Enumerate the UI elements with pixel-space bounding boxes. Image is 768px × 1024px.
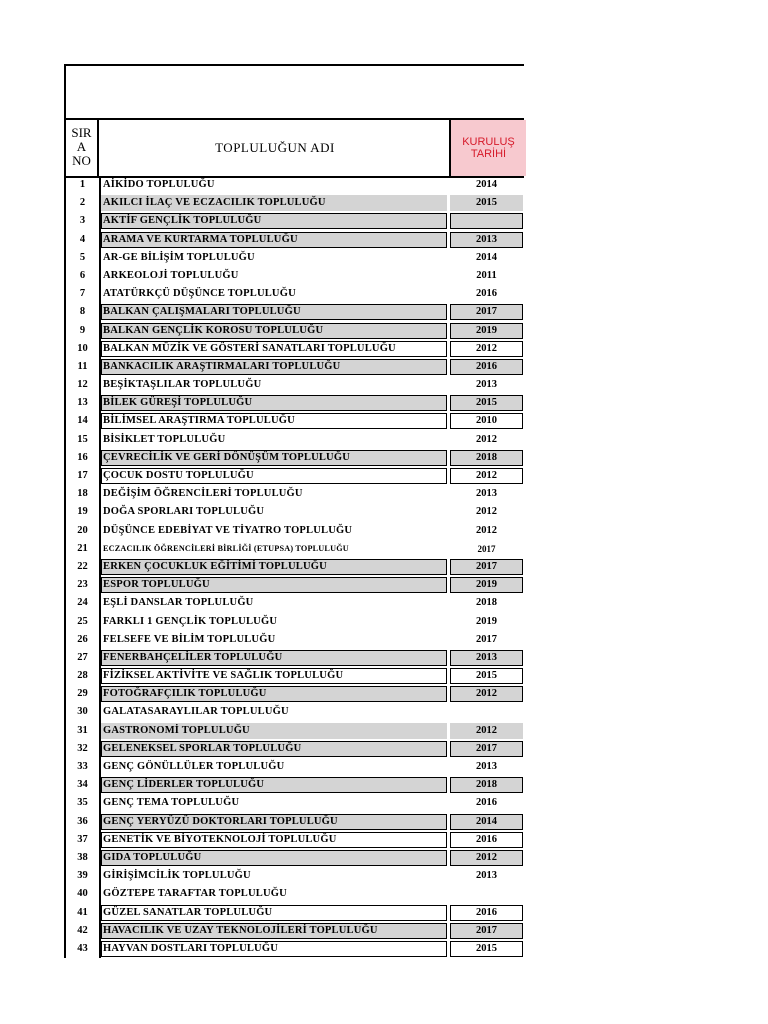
founding-year-cell[interactable]: 2015 — [450, 668, 523, 684]
community-name-cell[interactable]: BALKAN MÜZİK VE GÖSTERİ SANATLARI TOPLULUĞU — [101, 341, 447, 357]
founding-year-cell[interactable]: 2018 — [476, 597, 497, 609]
table-row — [66, 249, 524, 267]
founding-year-cell[interactable]: 2016 — [476, 797, 497, 809]
community-name-cell[interactable]: GENÇ YERYÜZÜ DOKTORLARI TOPLULUĞU — [101, 814, 447, 830]
community-name-cell[interactable]: ESPOR TOPLULUĞU — [101, 577, 447, 593]
table-row — [66, 485, 524, 503]
table-row — [66, 231, 524, 249]
founding-year-cell[interactable]: 2015 — [450, 941, 523, 957]
table-row — [66, 340, 524, 358]
community-name-cell[interactable]: AR-GE BİLİŞİM TOPLULUĞU — [103, 251, 255, 263]
community-name-cell[interactable]: EŞLİ DANSLAR TOPLULUĞU — [103, 597, 254, 609]
founding-year-cell[interactable]: 2012 — [450, 686, 523, 702]
row-number-cell[interactable]: 19 — [66, 503, 101, 521]
community-name-cell[interactable]: GIDA TOPLULUĞU — [101, 850, 447, 866]
table-row — [66, 540, 524, 558]
row-number-cell[interactable]: 20 — [66, 522, 101, 540]
row-number-cell[interactable]: 23 — [66, 576, 101, 594]
header-founding-date-line: TARİHİ — [470, 148, 507, 160]
founding-year-cell[interactable]: 2016 — [476, 288, 497, 300]
founding-year-cell[interactable]: 2019 — [476, 615, 497, 627]
community-name-cell[interactable]: FİZİKSEL AKTİVİTE VE SAĞLIK TOPLULUĞU — [101, 668, 447, 684]
community-name-cell[interactable]: ARAMA VE KURTARMA TOPLULUĞU — [101, 232, 447, 248]
community-name-cell[interactable]: BİSİKLET TOPLULUĞU — [103, 433, 226, 445]
founding-year-cell[interactable]: 2016 — [450, 359, 523, 375]
community-name-cell[interactable]: AKILCI İLAÇ VE ECZACILIK TOPLULUĞU — [101, 195, 447, 211]
row-number-cell[interactable]: 26 — [66, 631, 101, 649]
row-number-cell[interactable]: 27 — [66, 649, 101, 667]
founding-year-cell[interactable]: 2014 — [450, 814, 523, 830]
table-row — [66, 922, 524, 940]
row-number-cell[interactable]: 18 — [66, 485, 101, 503]
founding-year-cell[interactable]: 2017 — [450, 304, 523, 320]
row-number-cell[interactable]: 5 — [66, 249, 101, 267]
table-row — [66, 176, 524, 194]
community-name-cell[interactable]: ATATÜRKÇÜ DÜŞÜNCE TOPLULUĞU — [103, 288, 296, 300]
community-name-cell[interactable]: HAVACILIK VE UZAY TEKNOLOJİLERİ TOPLULUĞU — [101, 923, 447, 939]
community-name-cell[interactable]: DOĞA SPORLARI TOPLULUĞU — [103, 506, 265, 518]
community-name-cell[interactable]: ÇEVRECİLİK VE GERİ DÖNÜŞÜM TOPLULUĞU — [101, 450, 447, 466]
founding-year-cell[interactable]: 2011 — [476, 269, 497, 281]
founding-year-cell[interactable]: 2013 — [450, 232, 523, 248]
spreadsheet — [64, 64, 524, 958]
title-cell[interactable] — [66, 66, 524, 120]
founding-year-cell[interactable]: 2013 — [450, 650, 523, 666]
row-number-cell[interactable]: 30 — [66, 703, 101, 721]
header-row-number-line: SIR — [71, 125, 92, 140]
row-number-cell[interactable]: 29 — [66, 685, 101, 703]
table-row — [66, 904, 524, 922]
community-name-cell[interactable]: FOTOĞRAFÇILIK TOPLULUĞU — [101, 686, 447, 702]
founding-year-cell[interactable]: 2017 — [477, 543, 496, 554]
table-row — [66, 322, 524, 340]
founding-year-cell[interactable]: 2012 — [476, 524, 497, 536]
table-row — [66, 685, 524, 703]
table-row — [66, 394, 524, 412]
table-row — [66, 467, 524, 485]
founding-year-cell[interactable]: 2019 — [450, 577, 523, 593]
founding-year-cell[interactable]: 2017 — [476, 633, 497, 645]
community-name-cell[interactable]: GENÇ LİDERLER TOPLULUĞU — [101, 777, 447, 793]
founding-year-cell[interactable]: 2012 — [450, 723, 523, 739]
table-row — [66, 503, 524, 521]
header-community-name: TOPLULUĞUN ADI — [215, 140, 335, 155]
community-name-cell[interactable]: BİLİMSEL ARAŞTIRMA TOPLULUĞU — [101, 413, 447, 429]
table-row — [66, 376, 524, 394]
row-number-cell[interactable]: 42 — [66, 922, 101, 940]
community-name-cell[interactable]: ÇOCUK DOSTU TOPLULUĞU — [101, 468, 447, 484]
table-row — [66, 758, 524, 776]
table-row — [66, 776, 524, 794]
founding-year-cell[interactable]: 2013 — [476, 488, 497, 500]
table-row — [66, 794, 524, 812]
community-name-cell[interactable]: BANKACILIK ARAŞTIRMALARI TOPLULUĞU — [101, 359, 447, 375]
founding-year-cell[interactable] — [450, 704, 523, 720]
row-number-cell[interactable]: 34 — [66, 776, 101, 794]
founding-year-cell[interactable]: 2017 — [450, 741, 523, 757]
table-row — [66, 831, 524, 849]
row-number-cell[interactable]: 15 — [66, 431, 101, 449]
founding-year-cell[interactable]: 2015 — [450, 195, 523, 211]
founding-year-cell[interactable]: 2012 — [476, 506, 497, 518]
row-number-cell[interactable]: 22 — [66, 558, 101, 576]
community-name-cell[interactable]: ECZACILIK ÖĞRENCİLERİ BİRLİĞİ (ETUPSA) TOPLULUĞU — [103, 543, 349, 553]
header-row-number — [66, 120, 99, 176]
community-name-cell[interactable]: GENÇ GÖNÜLLÜLER TOPLULUĞU — [103, 761, 285, 772]
table-row — [66, 522, 524, 540]
row-number-cell[interactable]: 33 — [66, 758, 101, 776]
row-number-cell[interactable]: 2 — [66, 194, 101, 212]
row-number-cell[interactable]: 8 — [66, 303, 101, 321]
founding-year-cell[interactable]: 2013 — [476, 870, 497, 882]
row-number-cell[interactable]: 9 — [66, 322, 101, 340]
row-number-cell[interactable]: 11 — [66, 358, 101, 376]
row-number-cell[interactable]: 25 — [66, 613, 101, 631]
table-row — [66, 449, 524, 467]
table-row — [66, 431, 524, 449]
row-number-cell[interactable]: 35 — [66, 794, 101, 812]
table-row — [66, 267, 524, 285]
founding-year-cell[interactable]: 2012 — [476, 433, 497, 445]
founding-year-cell[interactable]: 2014 — [476, 179, 497, 190]
founding-year-cell[interactable]: 2015 — [450, 395, 523, 411]
founding-year-cell[interactable]: 2017 — [450, 923, 523, 939]
row-number-cell[interactable]: 12 — [66, 376, 101, 394]
table-row — [66, 867, 524, 885]
table-row — [66, 194, 524, 212]
community-name-cell[interactable]: GÜZEL SANATLAR TOPLULUĞU — [101, 905, 447, 921]
table-row — [66, 594, 524, 612]
table-row — [66, 813, 524, 831]
table-body — [66, 176, 524, 958]
table-row — [66, 849, 524, 867]
row-number-cell[interactable]: 10 — [66, 340, 101, 358]
header-row — [66, 120, 524, 178]
community-name-cell[interactable]: FENERBAHÇELİLER TOPLULUĞU — [101, 650, 447, 666]
table-row — [66, 722, 524, 740]
row-number-cell[interactable]: 7 — [66, 285, 101, 303]
row-number-cell[interactable]: 31 — [66, 722, 101, 740]
table-row — [66, 558, 524, 576]
row-number-cell[interactable]: 3 — [66, 212, 101, 230]
header-row-number-line: A — [76, 139, 87, 154]
community-name-cell[interactable]: DÜŞÜNCE EDEBİYAT VE TİYATRO TOPLULUĞU — [103, 524, 353, 536]
table-row — [66, 285, 524, 303]
community-name-cell[interactable]: GENETİK VE BİYOTEKNOLOJİ TOPLULUĞU — [101, 832, 447, 848]
row-number-cell[interactable]: 38 — [66, 849, 101, 867]
founding-year-cell[interactable]: 2012 — [450, 850, 523, 866]
community-name-cell[interactable]: FARKLI 1 GENÇLİK TOPLULUĞU — [103, 615, 278, 627]
founding-year-cell[interactable]: 2016 — [450, 905, 523, 921]
row-number-cell[interactable]: 13 — [66, 394, 101, 412]
table-row — [66, 703, 524, 721]
community-name-cell[interactable]: GALATASARAYLILAR TOPLULUĞU — [103, 706, 289, 718]
community-name-cell[interactable]: BALKAN ÇALIŞMALARI TOPLULUĞU — [101, 304, 447, 320]
table-row — [66, 667, 524, 685]
row-number-cell[interactable]: 1 — [66, 176, 101, 194]
community-name-cell[interactable]: ERKEN ÇOCUKLUK EĞİTİMİ TOPLULUĞU — [101, 559, 447, 575]
founding-year-cell[interactable]: 2019 — [450, 323, 523, 339]
community-name-cell[interactable]: BİLEK GÜREŞİ TOPLULUĞU — [101, 395, 447, 411]
community-name-cell[interactable]: DEĞİŞİM ÖĞRENCİLERİ TOPLULUĞU — [103, 488, 303, 500]
founding-year-cell[interactable] — [450, 213, 523, 229]
row-number-cell[interactable]: 37 — [66, 831, 101, 849]
table-row — [66, 576, 524, 594]
table-row — [66, 613, 524, 631]
founding-year-cell[interactable]: 2012 — [450, 468, 523, 484]
founding-year-cell[interactable]: 2013 — [476, 379, 497, 391]
header-founding-date — [449, 120, 526, 176]
row-number-cell[interactable]: 16 — [66, 449, 101, 467]
row-number-cell[interactable]: 39 — [66, 867, 101, 885]
community-name-cell[interactable]: BALKAN GENÇLİK KOROSU TOPLULUĞU — [101, 323, 447, 339]
community-name-cell[interactable]: GENÇ TEMA TOPLULUĞU — [103, 797, 240, 809]
founding-year-cell[interactable]: 2017 — [450, 559, 523, 575]
founding-year-cell[interactable]: 2014 — [476, 251, 497, 263]
row-number-cell[interactable]: 36 — [66, 813, 101, 831]
founding-year-cell[interactable] — [450, 886, 523, 902]
table-row — [66, 358, 524, 376]
community-name-cell[interactable]: HAYVAN DOSTLARI TOPLULUĞU — [101, 941, 447, 957]
header-row-number-line: NO — [72, 153, 91, 168]
table-row — [66, 412, 524, 430]
community-name-cell[interactable]: GASTRONOMİ TOPLULUĞU — [101, 723, 447, 739]
row-number-cell[interactable]: 28 — [66, 667, 101, 685]
table-row — [66, 631, 524, 649]
founding-year-cell[interactable]: 2012 — [450, 341, 523, 357]
community-name-cell[interactable]: FELSEFE VE BİLİM TOPLULUĞU — [103, 633, 276, 645]
community-name-cell[interactable]: GİRİŞİMCİLİK TOPLULUĞU — [103, 870, 251, 882]
community-name-cell[interactable]: ARKEOLOJİ TOPLULUĞU — [103, 269, 239, 281]
row-number-cell[interactable]: 40 — [66, 885, 101, 903]
table-row — [66, 740, 524, 758]
table-row — [66, 940, 524, 958]
row-number-cell[interactable]: 14 — [66, 412, 101, 430]
row-number-cell[interactable]: 21 — [66, 540, 101, 558]
row-number-cell[interactable]: 24 — [66, 594, 101, 612]
row-number-cell[interactable]: 43 — [66, 940, 101, 958]
row-number-cell[interactable]: 17 — [66, 467, 101, 485]
table-row — [66, 212, 524, 230]
table-row — [66, 303, 524, 321]
founding-year-cell[interactable]: 2018 — [450, 777, 523, 793]
table-row — [66, 885, 524, 903]
table-row — [66, 649, 524, 667]
community-name-cell[interactable]: GÖZTEPE TARAFTAR TOPLULUĞU — [103, 888, 287, 900]
founding-year-cell[interactable]: 2010 — [450, 413, 523, 429]
founding-year-cell[interactable]: 2018 — [450, 450, 523, 466]
row-number-cell[interactable]: 32 — [66, 740, 101, 758]
header-founding-date-line: KURULUŞ — [462, 136, 515, 148]
community-name-cell[interactable]: AKTİF GENÇLİK TOPLULUĞU — [101, 213, 447, 229]
founding-year-cell[interactable]: 2013 — [476, 761, 497, 772]
community-name-cell[interactable]: BEŞİKTAŞLILAR TOPLULUĞU — [103, 379, 262, 391]
row-number-cell[interactable]: 4 — [66, 231, 101, 249]
community-name-cell[interactable]: AİKİDO TOPLULUĞU — [103, 179, 215, 190]
community-name-cell[interactable]: GELENEKSEL SPORLAR TOPLULUĞU — [101, 741, 447, 757]
row-number-cell[interactable]: 6 — [66, 267, 101, 285]
founding-year-cell[interactable]: 2016 — [450, 832, 523, 848]
row-number-cell[interactable]: 41 — [66, 904, 101, 922]
